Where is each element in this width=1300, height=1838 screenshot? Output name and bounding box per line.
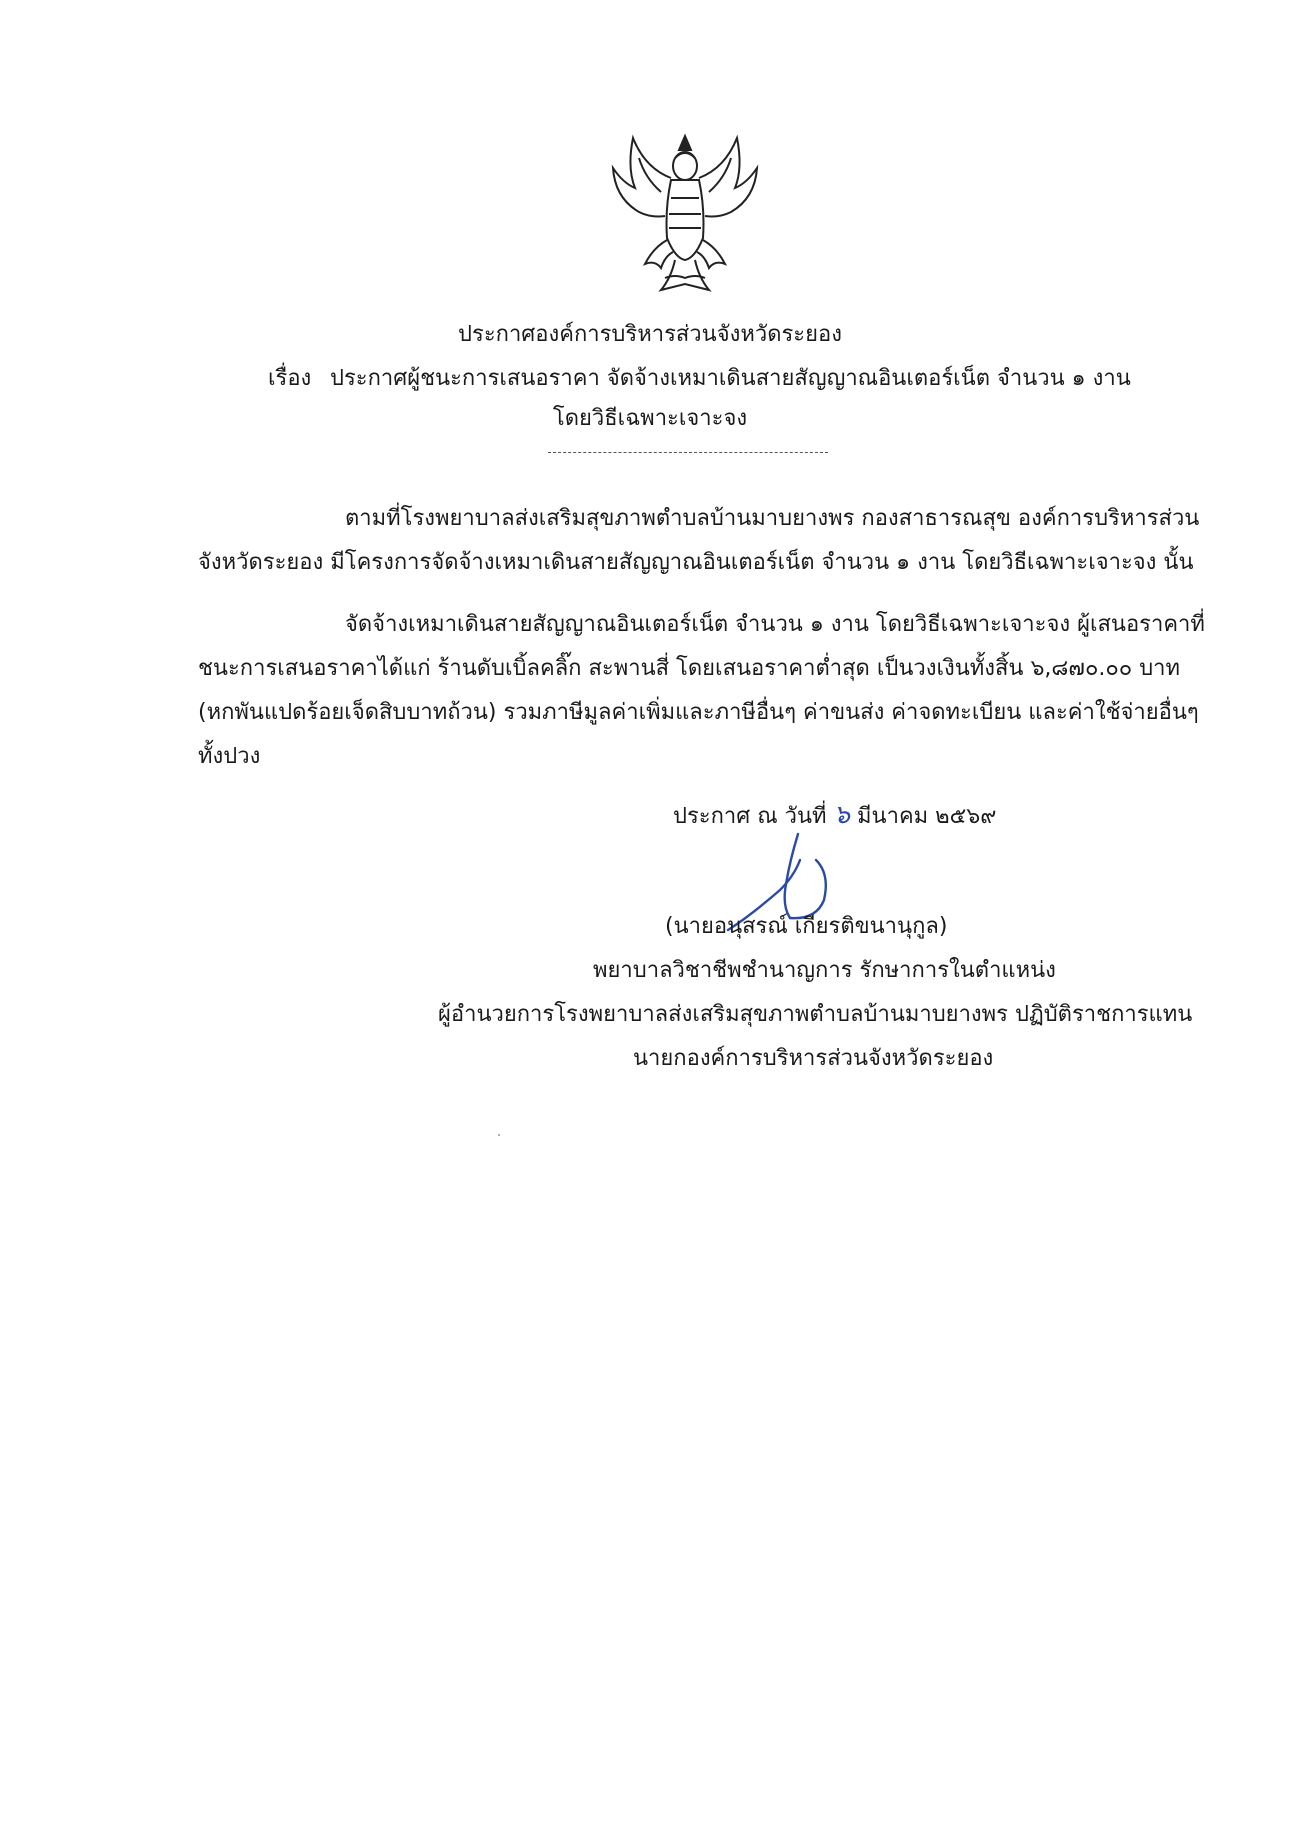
announce-prefix: ประกาศ ณ วันที่ <box>673 804 827 829</box>
scan-speck <box>498 1134 500 1136</box>
signatory-position-1: พยาบาลวิชาชีพชำนาญการ รักษาการในตำแหน่ง <box>593 958 1056 983</box>
subject-line-1: ประกาศผู้ชนะการเสนอราคา จัดจ้างเหมาเดินสายสัญญาณอินเตอร์เน็ต จำนวน ๑ งาน <box>330 366 1131 391</box>
paragraph-2-line-1: จัดจ้างเหมาเดินสายสัญญาณอินเตอร์เน็ต จำนวน ๑ งาน โดยวิธีเฉพาะเจาะจง ผู้เสนอราคาที่ <box>345 612 1205 637</box>
signatory-name: (นายอนุสรณ์ เกียรติขนานุกูล) <box>665 914 948 939</box>
header-divider <box>548 452 828 453</box>
subject-label: เรื่อง <box>268 366 312 391</box>
signatory-position-2: ผู้อำนวยการโรงพยาบาลส่งเสริมสุขภาพตำบลบ้านมาบยางพร ปฏิบัติราชการแทน <box>438 1002 1193 1027</box>
subject-line-2: โดยวิธีเฉพาะเจาะจง <box>552 406 748 431</box>
paragraph-1-line-1: ตามที่โรงพยาบาลส่งเสริมสุขภาพตำบลบ้านมาบยางพร กองสาธารณสุข องค์การบริหารส่วน <box>345 506 1200 531</box>
paragraph-2-line-2: ชนะการเสนอราคาได้แก่ ร้านดับเบิ้ลคลิ๊ก สะพานสี่ โดยเสนอราคาต่ำสุด เป็นวงเงินทั้งสิ้น ๖,๘๗๐.๐๐ บาท <box>198 656 1181 681</box>
announcement-agency: ประกาศองค์การบริหารส่วนจังหวัดระยอง <box>458 322 842 347</box>
paragraph-1-line-2: จังหวัดระยอง มีโครงการจัดจ้างเหมาเดินสายสัญญาณอินเตอร์เน็ต จำนวน ๑ งาน โดยวิธีเฉพาะเจาะจง นั้น <box>198 550 1194 575</box>
signatory-position-3: นายกองค์การบริหารส่วนจังหวัดระยอง <box>633 1046 994 1071</box>
garuda-emblem-icon <box>605 128 765 298</box>
paragraph-2-line-4: ทั้งปวง <box>198 744 261 769</box>
paragraph-2-line-3: (หกพันแปดร้อยเจ็ดสิบบาทถ้วน) รวมภาษีมูลค่าเพิ่มและภาษีอื่นๆ ค่าขนส่ง ค่าจดทะเบียน และค่าใช้จ่ายอื่นๆ <box>198 700 1199 725</box>
announce-day-handwritten: ๖ <box>833 800 851 830</box>
announce-month-year: มีนาคม ๒๕๖๙ <box>857 804 997 829</box>
